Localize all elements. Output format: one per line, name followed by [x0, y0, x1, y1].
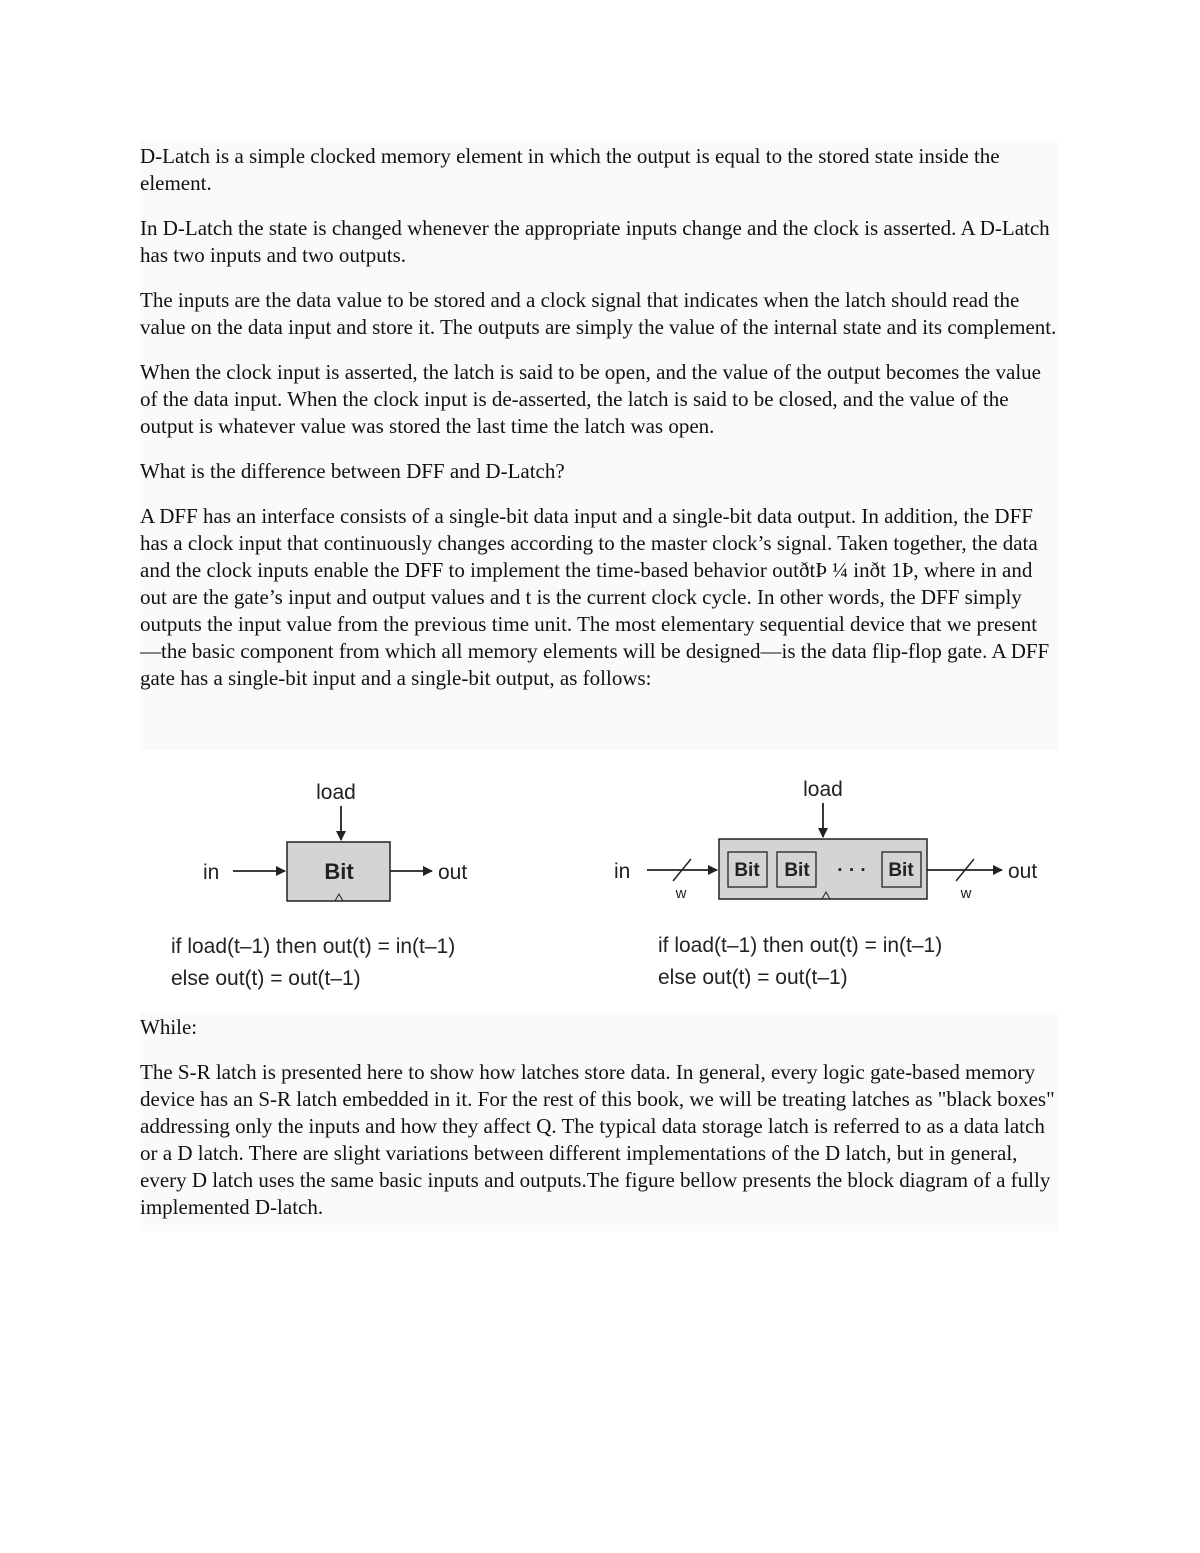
- bit-semantics-line1: if load(t–1) then out(t) = in(t–1): [171, 935, 456, 958]
- bit-diagram: [171, 781, 467, 990]
- bit-out-label: out: [438, 861, 468, 884]
- bit-load-label: load: [316, 781, 356, 804]
- bit-semantics-line2: else out(t) = out(t–1): [171, 967, 361, 990]
- paragraph-dff-description: A DFF has an interface consists of a single-bit data input and a single-bit data output. In addition, the DFF has a clock input that continuously changes according to the master clock’s signal. Taken together, the data and the clock inputs enable the DFF to implement the time-based behavior outðtÞ ¼ inðt 1Þ, where in and out are the gate’s input and output values and t is the current clock cycle. In other words, the DFF simply outputs the input value from the previous time unit. The most elementary sequential device that we present—the basic component from which all memory elements will be designed—is the data flip-flop gate. A DFF gate has a single-bit input and a single-bit output, as follows:: [140, 504, 1050, 690]
- register-semantics-line1: if load(t–1) then out(t) = in(t–1): [658, 934, 943, 957]
- register-semantics-line2: else out(t) = out(t–1): [658, 966, 848, 989]
- register-diagram: [614, 778, 1037, 989]
- paragraph-definition: D-Latch is a simple clocked memory element in which the output is equal to the stored state inside the element.: [140, 144, 1000, 195]
- register-in-width-label: w: [675, 885, 687, 902]
- register-out-label: out: [1008, 860, 1038, 883]
- paragraph-sr-latch: The S-R latch is presented here to show how latches store data. In general, every logic gate-based memory device has an S-R latch embedded in it. For the rest of this book, we will be treating latches as "black boxes" addressing only the inputs and how they affect Q. The typical data storage latch is referred to as a data latch or a D latch. There are slight variations between different implementations of the D latch, but in general, every D latch uses the same basic inputs and outputs.The figure bellow presents the block diagram of a fully implemented D-latch.: [140, 1060, 1055, 1219]
- paragraph-while: While:: [140, 1015, 198, 1039]
- register-out-width-label: w: [960, 885, 972, 902]
- bit-in-label: in: [203, 861, 220, 884]
- register-bit-1-label: Bit: [734, 860, 760, 881]
- paragraph-inputs-outputs: The inputs are the data value to be stored and a clock signal that indicates when the latch should read the value on the data input and store it. The outputs are simply the value of the internal state and its complement.: [140, 288, 1057, 339]
- dff-figure: [140, 752, 1058, 1010]
- bit-box-label: Bit: [324, 859, 354, 884]
- text-block-bottom: [140, 1012, 1058, 1231]
- paragraph-clock-behavior: When the clock input is asserted, the latch is said to be open, and the value of the output becomes the value of the data input. When the clock input is de-asserted, the latch is said to be closed, and the value of the output is whatever value was stored the last time the latch was open.: [140, 360, 1041, 438]
- register-in-label: in: [614, 860, 631, 883]
- register-bit-2-label: Bit: [784, 860, 810, 881]
- text-block-top: [140, 141, 1058, 750]
- paragraph-state-change: In D-Latch the state is changed whenever the appropriate inputs change and the clock is asserted. A D-Latch has two inputs and two outputs.: [140, 216, 1050, 267]
- paragraph-question: What is the difference between DFF and D-Latch?: [140, 459, 565, 483]
- register-load-label: load: [803, 778, 843, 801]
- register-ellipsis: · · ·: [837, 860, 867, 881]
- register-bit-3-label: Bit: [888, 860, 914, 881]
